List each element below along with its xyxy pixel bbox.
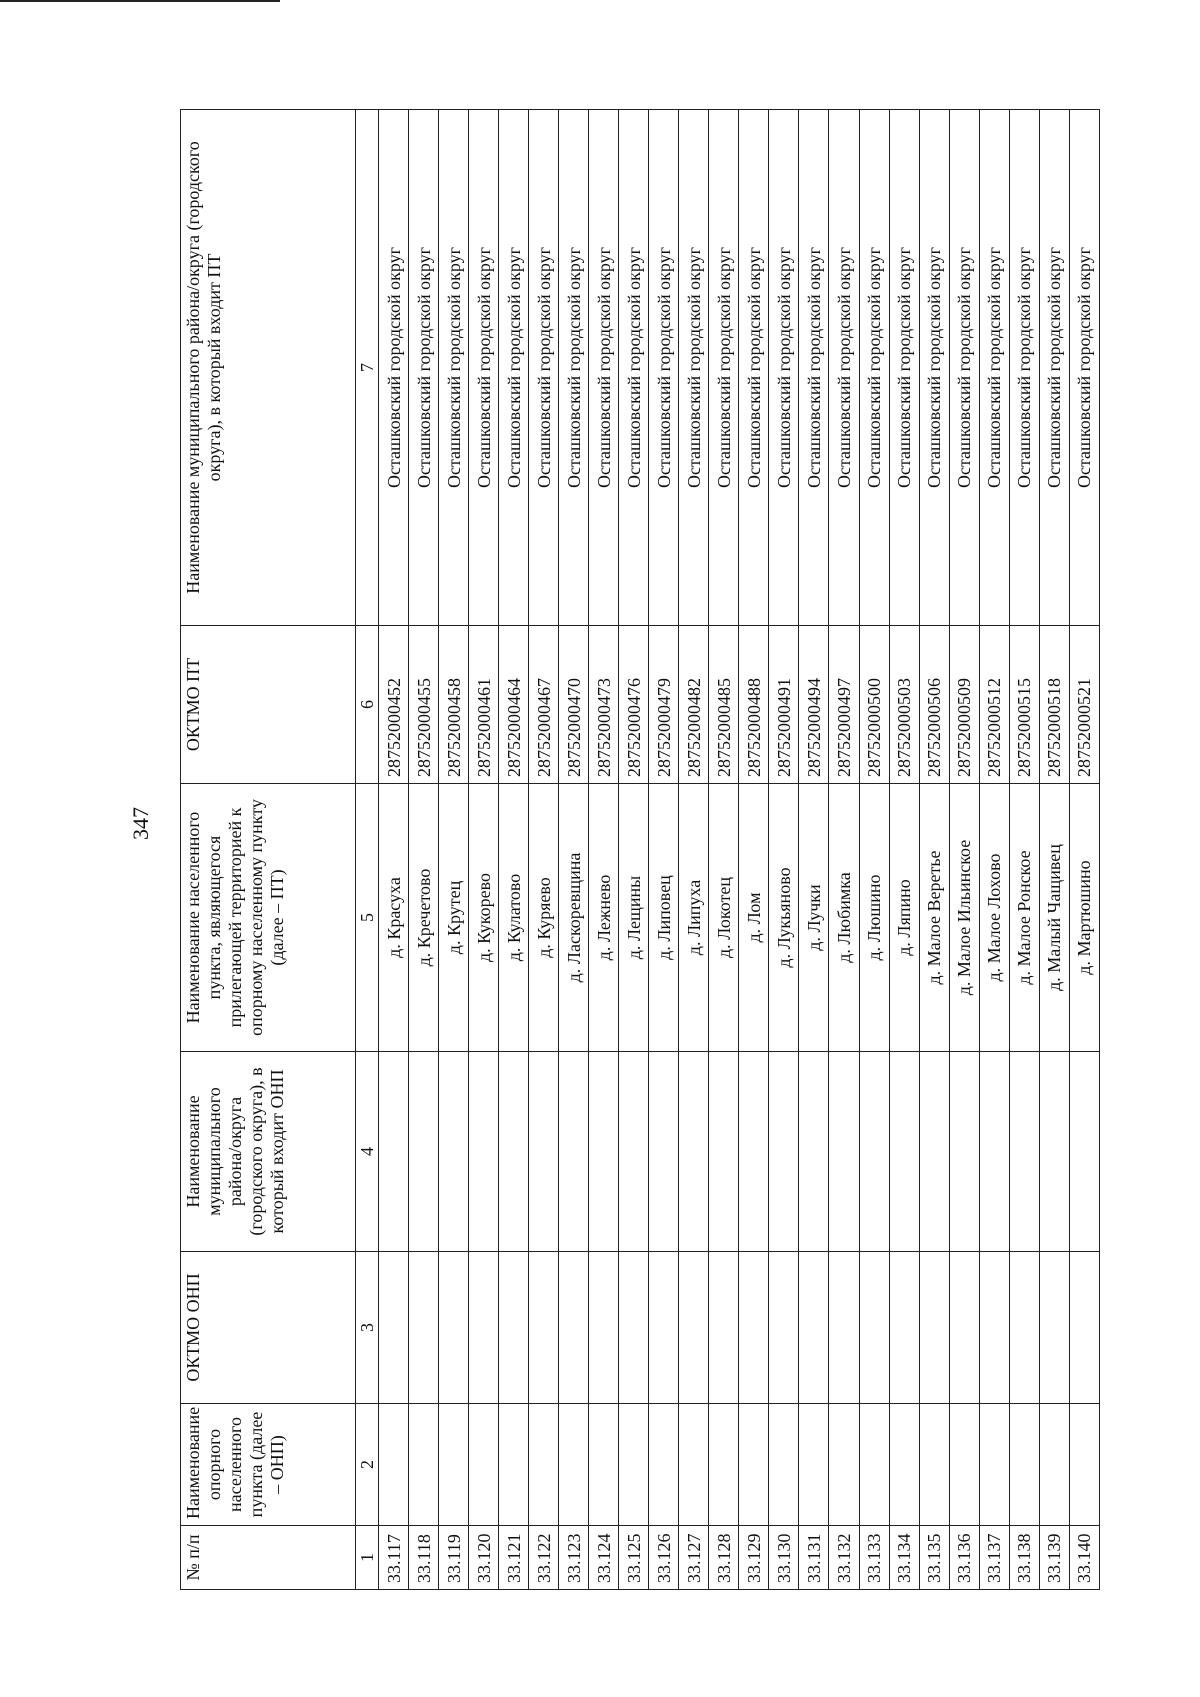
pt-district-cell: Осташковский городской округ bbox=[709, 110, 739, 626]
header-onp-oktmo: ОКТМО ОНП bbox=[181, 1252, 356, 1404]
pt-oktmo-cell: 28752000482 bbox=[679, 626, 709, 784]
row-number-cell: 33.119 bbox=[439, 1526, 469, 1590]
pt-district-cell: Осташковский городской округ bbox=[1009, 110, 1039, 626]
pt-district-cell: Осташковский городской округ bbox=[589, 110, 619, 626]
pt-oktmo-cell: 28752000473 bbox=[589, 626, 619, 784]
onp-name-cell bbox=[679, 1404, 709, 1526]
onp-oktmo-cell bbox=[829, 1252, 859, 1404]
onp-district-cell bbox=[469, 1052, 499, 1252]
pt-district-cell: Осташковский городской округ bbox=[529, 110, 559, 626]
table-row bbox=[499, 110, 529, 1590]
pt-name-cell: д. Любимка bbox=[829, 784, 859, 1052]
onp-name-cell bbox=[919, 1404, 949, 1526]
pt-name-cell: д. Ляпино bbox=[889, 784, 919, 1052]
header-onp-district: Наименование муниципального района/округа (городского округа), в который входит ОНП bbox=[181, 1052, 356, 1252]
onp-district-cell bbox=[1069, 1052, 1099, 1252]
row-number-cell: 33.135 bbox=[919, 1526, 949, 1590]
pt-oktmo-cell: 28752000512 bbox=[979, 626, 1009, 784]
onp-name-cell bbox=[529, 1404, 559, 1526]
scan-top-rule bbox=[0, 0, 280, 2]
onp-name-cell bbox=[589, 1404, 619, 1526]
pt-oktmo-cell: 28752000461 bbox=[469, 626, 499, 784]
pt-district-cell: Осташковский городской округ bbox=[799, 110, 829, 626]
onp-name-cell bbox=[829, 1404, 859, 1526]
pt-district-cell: Осташковский городской округ bbox=[979, 110, 1009, 626]
onp-oktmo-cell bbox=[799, 1252, 829, 1404]
pt-name-cell: д. Лежнево bbox=[589, 784, 619, 1052]
onp-district-cell bbox=[889, 1052, 919, 1252]
onp-oktmo-cell bbox=[979, 1252, 1009, 1404]
pt-name-cell: д. Малое Ильинское bbox=[949, 784, 979, 1052]
pt-name-cell: д. Люшино bbox=[859, 784, 889, 1052]
table-row bbox=[559, 110, 589, 1590]
onp-name-cell bbox=[859, 1404, 889, 1526]
column-number: 4 bbox=[356, 1052, 379, 1252]
header-pt-name: Наименование населенного пункта, являющегося прилегающей территорией к опорному населенному пункту (далее – ПТ) bbox=[181, 784, 356, 1052]
table-row bbox=[589, 110, 619, 1590]
onp-district-cell bbox=[379, 1052, 409, 1252]
onp-name-cell bbox=[979, 1404, 1009, 1526]
row-number-cell: 33.136 bbox=[949, 1526, 979, 1590]
pt-oktmo-cell: 28752000506 bbox=[919, 626, 949, 784]
row-number-cell: 33.118 bbox=[409, 1526, 439, 1590]
pt-oktmo-cell: 28752000518 bbox=[1039, 626, 1069, 784]
table-row bbox=[619, 110, 649, 1590]
table-row bbox=[1069, 110, 1099, 1590]
pt-district-cell: Осташковский городской округ bbox=[379, 110, 409, 626]
onp-oktmo-cell bbox=[919, 1252, 949, 1404]
header-pt-district: Наименование муниципального района/округа (городского округа), в который входит ПТ bbox=[181, 110, 356, 626]
onp-name-cell bbox=[739, 1404, 769, 1526]
row-number-cell: 33.124 bbox=[589, 1526, 619, 1590]
onp-oktmo-cell bbox=[439, 1252, 469, 1404]
table-body bbox=[379, 110, 1100, 1590]
onp-oktmo-cell bbox=[499, 1252, 529, 1404]
row-number-cell: 33.128 bbox=[709, 1526, 739, 1590]
onp-district-cell bbox=[709, 1052, 739, 1252]
onp-oktmo-cell bbox=[559, 1252, 589, 1404]
pt-district-cell: Осташковский городской округ bbox=[1069, 110, 1099, 626]
onp-district-cell bbox=[769, 1052, 799, 1252]
pt-oktmo-cell: 28752000452 bbox=[379, 626, 409, 784]
pt-district-cell: Осташковский городской округ bbox=[859, 110, 889, 626]
row-number-cell: 33.139 bbox=[1039, 1526, 1069, 1590]
pt-oktmo-cell: 28752000479 bbox=[649, 626, 679, 784]
onp-district-cell bbox=[1009, 1052, 1039, 1252]
pt-district-cell: Осташковский городской округ bbox=[499, 110, 529, 626]
onp-oktmo-cell bbox=[379, 1252, 409, 1404]
onp-oktmo-cell bbox=[589, 1252, 619, 1404]
row-number-cell: 33.117 bbox=[379, 1526, 409, 1590]
onp-name-cell bbox=[469, 1404, 499, 1526]
pt-oktmo-cell: 28752000521 bbox=[1069, 626, 1099, 784]
column-number: 3 bbox=[356, 1252, 379, 1404]
pt-name-cell: д. Малое Веретье bbox=[919, 784, 949, 1052]
onp-oktmo-cell bbox=[1009, 1252, 1039, 1404]
pt-oktmo-cell: 28752000503 bbox=[889, 626, 919, 784]
table-row bbox=[1009, 110, 1039, 1590]
row-number-cell: 33.134 bbox=[889, 1526, 919, 1590]
table-row bbox=[769, 110, 799, 1590]
onp-district-cell bbox=[589, 1052, 619, 1252]
pt-oktmo-cell: 28752000488 bbox=[739, 626, 769, 784]
onp-district-cell bbox=[529, 1052, 559, 1252]
pt-district-cell: Осташковский городской округ bbox=[619, 110, 649, 626]
pt-oktmo-cell: 28752000467 bbox=[529, 626, 559, 784]
onp-oktmo-cell bbox=[649, 1252, 679, 1404]
onp-district-cell bbox=[799, 1052, 829, 1252]
pt-oktmo-cell: 28752000470 bbox=[559, 626, 589, 784]
pt-district-cell: Осташковский городской округ bbox=[829, 110, 859, 626]
onp-oktmo-cell bbox=[1039, 1252, 1069, 1404]
onp-district-cell bbox=[829, 1052, 859, 1252]
onp-district-cell bbox=[739, 1052, 769, 1252]
table-row bbox=[649, 110, 679, 1590]
pt-name-cell: д. Малое Ронское bbox=[1009, 784, 1039, 1052]
table-row bbox=[529, 110, 559, 1590]
pt-district-cell: Осташковский городской округ bbox=[739, 110, 769, 626]
onp-name-cell bbox=[709, 1404, 739, 1526]
table-row bbox=[979, 110, 1009, 1590]
pt-name-cell: д. Лукьяново bbox=[769, 784, 799, 1052]
onp-name-cell bbox=[1039, 1404, 1069, 1526]
pt-name-cell: д. Малое Лохово bbox=[979, 784, 1009, 1052]
onp-oktmo-cell bbox=[529, 1252, 559, 1404]
onp-district-cell bbox=[559, 1052, 589, 1252]
pt-name-cell: д. Малый Чащивец bbox=[1039, 784, 1069, 1052]
pt-district-cell: Осташковский городской округ bbox=[769, 110, 799, 626]
header-onp-name: Наименование опорного населенного пункта (далее – ОНП) bbox=[181, 1404, 356, 1526]
pt-oktmo-cell: 28752000491 bbox=[769, 626, 799, 784]
pt-name-cell: д. Лещины bbox=[619, 784, 649, 1052]
row-number-cell: 33.137 bbox=[979, 1526, 1009, 1590]
row-number-cell: 33.131 bbox=[799, 1526, 829, 1590]
settlements-table bbox=[180, 109, 1100, 1590]
row-number-cell: 33.125 bbox=[619, 1526, 649, 1590]
onp-district-cell bbox=[439, 1052, 469, 1252]
pt-name-cell: д. Куряево bbox=[529, 784, 559, 1052]
row-number-cell: 33.121 bbox=[499, 1526, 529, 1590]
column-number: 6 bbox=[356, 626, 379, 784]
pt-district-cell: Осташковский городской округ bbox=[649, 110, 679, 626]
pt-district-cell: Осташковский городской округ bbox=[919, 110, 949, 626]
onp-oktmo-cell bbox=[679, 1252, 709, 1404]
pt-district-cell: Осташковский городской округ bbox=[409, 110, 439, 626]
pt-district-cell: Осташковский городской округ bbox=[469, 110, 499, 626]
onp-district-cell bbox=[919, 1052, 949, 1252]
table-row bbox=[859, 110, 889, 1590]
column-number: 1 bbox=[356, 1526, 379, 1590]
onp-name-cell bbox=[1069, 1404, 1099, 1526]
pt-name-cell: д. Ласкоревщина bbox=[559, 784, 589, 1052]
pt-district-cell: Осташковский городской округ bbox=[889, 110, 919, 626]
pt-district-cell: Осташковский городской округ bbox=[679, 110, 709, 626]
row-number-cell: 33.129 bbox=[739, 1526, 769, 1590]
table-row bbox=[379, 110, 409, 1590]
table-row bbox=[919, 110, 949, 1590]
onp-district-cell bbox=[1039, 1052, 1069, 1252]
row-number-cell: 33.130 bbox=[769, 1526, 799, 1590]
table-row bbox=[709, 110, 739, 1590]
row-number-cell: 33.127 bbox=[679, 1526, 709, 1590]
onp-district-cell bbox=[619, 1052, 649, 1252]
onp-oktmo-cell bbox=[739, 1252, 769, 1404]
onp-name-cell bbox=[799, 1404, 829, 1526]
onp-district-cell bbox=[859, 1052, 889, 1252]
onp-oktmo-cell bbox=[469, 1252, 499, 1404]
onp-district-cell bbox=[649, 1052, 679, 1252]
onp-district-cell bbox=[409, 1052, 439, 1252]
pt-oktmo-cell: 28752000458 bbox=[439, 626, 469, 784]
table-row bbox=[679, 110, 709, 1590]
table-row bbox=[409, 110, 439, 1590]
table-row bbox=[1039, 110, 1069, 1590]
onp-name-cell bbox=[769, 1404, 799, 1526]
pt-oktmo-cell: 28752000509 bbox=[949, 626, 979, 784]
onp-name-cell bbox=[379, 1404, 409, 1526]
onp-oktmo-cell bbox=[889, 1252, 919, 1404]
pt-name-cell: д. Кречетово bbox=[409, 784, 439, 1052]
pt-name-cell: д. Кулатово bbox=[499, 784, 529, 1052]
table-row bbox=[949, 110, 979, 1590]
onp-district-cell bbox=[679, 1052, 709, 1252]
onp-oktmo-cell bbox=[1069, 1252, 1099, 1404]
table-row bbox=[739, 110, 769, 1590]
onp-oktmo-cell bbox=[859, 1252, 889, 1404]
row-number-cell: 33.123 bbox=[559, 1526, 589, 1590]
page-number: 347 bbox=[128, 807, 153, 840]
table-row bbox=[889, 110, 919, 1590]
onp-oktmo-cell bbox=[709, 1252, 739, 1404]
pt-oktmo-cell: 28752000494 bbox=[799, 626, 829, 784]
pt-name-cell: д. Лучки bbox=[799, 784, 829, 1052]
pt-district-cell: Осташковский городской округ bbox=[949, 110, 979, 626]
header-pt-oktmo: ОКТМО ПТ bbox=[181, 626, 356, 784]
onp-name-cell bbox=[1009, 1404, 1039, 1526]
pt-name-cell: д. Мартюшино bbox=[1069, 784, 1099, 1052]
pt-name-cell: д. Лом bbox=[739, 784, 769, 1052]
column-number: 2 bbox=[356, 1404, 379, 1526]
onp-name-cell bbox=[649, 1404, 679, 1526]
pt-oktmo-cell: 28752000455 bbox=[409, 626, 439, 784]
pt-oktmo-cell: 28752000464 bbox=[499, 626, 529, 784]
onp-name-cell bbox=[619, 1404, 649, 1526]
pt-district-cell: Осташковский городской округ bbox=[439, 110, 469, 626]
column-number: 7 bbox=[356, 110, 379, 626]
row-number-cell: 33.133 bbox=[859, 1526, 889, 1590]
onp-district-cell bbox=[979, 1052, 1009, 1252]
onp-oktmo-cell bbox=[769, 1252, 799, 1404]
row-number-cell: 33.122 bbox=[529, 1526, 559, 1590]
pt-oktmo-cell: 28752000476 bbox=[619, 626, 649, 784]
onp-district-cell bbox=[949, 1052, 979, 1252]
pt-name-cell: д. Крутец bbox=[439, 784, 469, 1052]
onp-name-cell bbox=[499, 1404, 529, 1526]
table-row bbox=[439, 110, 469, 1590]
row-number-cell: 33.138 bbox=[1009, 1526, 1039, 1590]
onp-name-cell bbox=[409, 1404, 439, 1526]
onp-district-cell bbox=[499, 1052, 529, 1252]
header-number: № п/п bbox=[181, 1526, 356, 1590]
table-row bbox=[799, 110, 829, 1590]
onp-oktmo-cell bbox=[409, 1252, 439, 1404]
onp-name-cell bbox=[889, 1404, 919, 1526]
onp-oktmo-cell bbox=[619, 1252, 649, 1404]
pt-name-cell: д. Локотец bbox=[709, 784, 739, 1052]
column-number-row bbox=[356, 110, 379, 1590]
row-number-cell: 33.126 bbox=[649, 1526, 679, 1590]
table-row bbox=[829, 110, 859, 1590]
pt-name-cell: д. Липуха bbox=[679, 784, 709, 1052]
row-number-cell: 33.140 bbox=[1069, 1526, 1099, 1590]
pt-name-cell: д. Липовец bbox=[649, 784, 679, 1052]
onp-name-cell bbox=[439, 1404, 469, 1526]
pt-oktmo-cell: 28752000497 bbox=[829, 626, 859, 784]
pt-name-cell: д. Кукорево bbox=[469, 784, 499, 1052]
pt-name-cell: д. Красуха bbox=[379, 784, 409, 1052]
pt-oktmo-cell: 28752000500 bbox=[859, 626, 889, 784]
onp-name-cell bbox=[949, 1404, 979, 1526]
row-number-cell: 33.120 bbox=[469, 1526, 499, 1590]
pt-district-cell: Осташковский городской округ bbox=[1039, 110, 1069, 626]
row-number-cell: 33.132 bbox=[829, 1526, 859, 1590]
header-row bbox=[181, 110, 356, 1590]
pt-district-cell: Осташковский городской округ bbox=[559, 110, 589, 626]
column-number: 5 bbox=[356, 784, 379, 1052]
onp-name-cell bbox=[559, 1404, 589, 1526]
pt-oktmo-cell: 28752000485 bbox=[709, 626, 739, 784]
table-row bbox=[469, 110, 499, 1590]
onp-oktmo-cell bbox=[949, 1252, 979, 1404]
pt-oktmo-cell: 28752000515 bbox=[1009, 626, 1039, 784]
